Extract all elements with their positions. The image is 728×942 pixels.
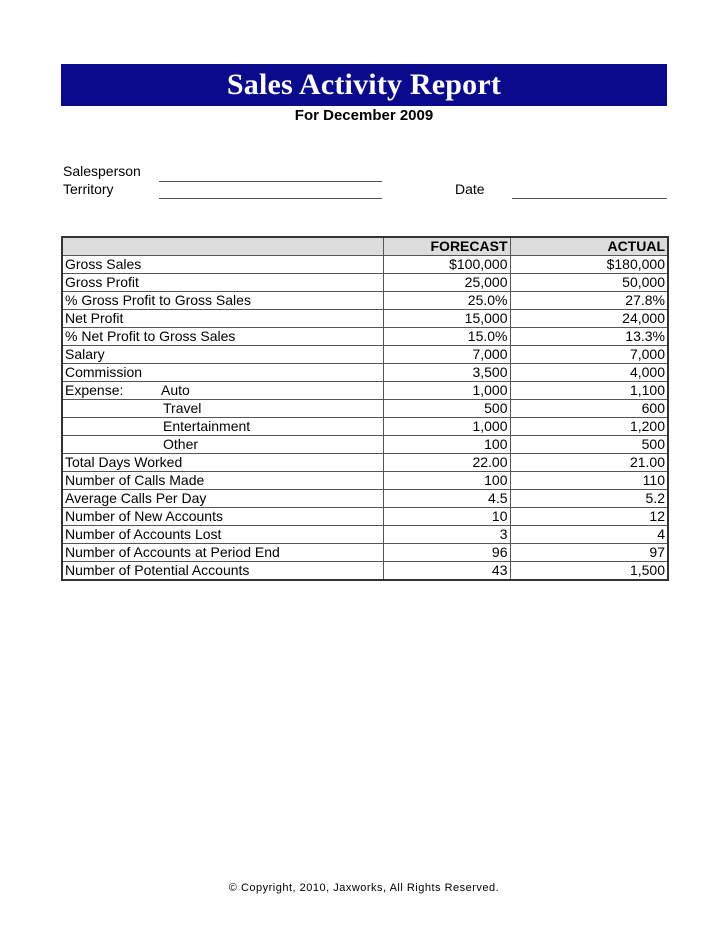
table-row: [62, 400, 668, 418]
forecast-cell: 500: [383, 400, 510, 418]
table-row: [62, 364, 668, 382]
row-label: Commission: [62, 364, 383, 382]
forecast-cell: 15.0%: [383, 328, 510, 346]
table-row: [62, 256, 668, 274]
table-row: [62, 562, 668, 581]
actual-cell: 4,000: [510, 364, 668, 382]
forecast-cell: 15,000: [383, 310, 510, 328]
forecast-cell: 43: [383, 562, 510, 581]
row-label: Travel: [62, 400, 383, 418]
table-row: [62, 436, 668, 454]
actual-cell: 13.3%: [510, 328, 668, 346]
forecast-cell: 10: [383, 508, 510, 526]
table-row: [62, 382, 668, 400]
table-row: [62, 508, 668, 526]
column-header-label: [62, 237, 383, 256]
forecast-cell: 100: [383, 472, 510, 490]
forecast-cell: 25.0%: [383, 292, 510, 310]
territory-label: Territory: [63, 181, 114, 197]
sales-activity-table: [61, 236, 669, 581]
actual-cell: 110: [510, 472, 668, 490]
table-row: [62, 292, 668, 310]
row-label: Other: [62, 436, 383, 454]
row-label: Gross Sales: [62, 256, 383, 274]
row-label: Number of Calls Made: [62, 472, 383, 490]
row-label: % Net Profit to Gross Sales: [62, 328, 383, 346]
row-label: Total Days Worked: [62, 454, 383, 472]
row-label: Entertainment: [62, 418, 383, 436]
row-label: Gross Profit: [62, 274, 383, 292]
table-row: [62, 490, 668, 508]
table-row: [62, 328, 668, 346]
row-label: Net Profit: [62, 310, 383, 328]
table-row: [62, 526, 668, 544]
actual-cell: 97: [510, 544, 668, 562]
actual-cell: 21.00: [510, 454, 668, 472]
expense-item-label: Auto: [161, 382, 190, 398]
forecast-cell: 3,500: [383, 364, 510, 382]
expense-prefix: Expense:: [65, 382, 124, 398]
forecast-cell: 100: [383, 436, 510, 454]
forecast-cell: 3: [383, 526, 510, 544]
actual-cell: 1,200: [510, 418, 668, 436]
row-label: Number of Potential Accounts: [62, 562, 383, 581]
copyright-footer: © Copyright, 2010, Jaxworks, All Rights Reserved.: [228, 882, 500, 894]
actual-cell: 24,000: [510, 310, 668, 328]
forecast-cell: 22.00: [383, 454, 510, 472]
date-label: Date: [455, 181, 485, 197]
table-row: [62, 544, 668, 562]
row-label: Number of Accounts at Period End: [62, 544, 383, 562]
actual-cell: 500: [510, 436, 668, 454]
table-row: [62, 472, 668, 490]
salesperson-field[interactable]: [159, 181, 382, 182]
table-header-row: [62, 237, 668, 256]
row-label: Number of Accounts Lost: [62, 526, 383, 544]
actual-cell: 7,000: [510, 346, 668, 364]
row-label: Salary: [62, 346, 383, 364]
row-label: [62, 382, 383, 400]
actual-cell: $180,000: [510, 256, 668, 274]
actual-cell: 5.2: [510, 490, 668, 508]
actual-cell: 50,000: [510, 274, 668, 292]
table-row: [62, 310, 668, 328]
forecast-cell: $100,000: [383, 256, 510, 274]
date-field[interactable]: [512, 198, 667, 199]
forecast-cell: 1,000: [383, 382, 510, 400]
table-row: [62, 346, 668, 364]
forecast-cell: 1,000: [383, 418, 510, 436]
report-title-bar: [61, 64, 667, 106]
actual-cell: 600: [510, 400, 668, 418]
forecast-cell: 96: [383, 544, 510, 562]
territory-field[interactable]: [159, 198, 382, 199]
row-label: % Gross Profit to Gross Sales: [62, 292, 383, 310]
forecast-cell: 7,000: [383, 346, 510, 364]
table-row: [62, 454, 668, 472]
actual-cell: 27.8%: [510, 292, 668, 310]
forecast-cell: 4.5: [383, 490, 510, 508]
actual-cell: 4: [510, 526, 668, 544]
column-header-actual: ACTUAL: [510, 237, 668, 256]
report-subtitle: For December 2009: [294, 107, 434, 124]
row-label: Average Calls Per Day: [62, 490, 383, 508]
column-header-forecast: FORECAST: [383, 237, 510, 256]
table-row: [62, 418, 668, 436]
report-title: Sales Activity Report: [226, 68, 502, 101]
actual-cell: 12: [510, 508, 668, 526]
forecast-cell: 25,000: [383, 274, 510, 292]
actual-cell: 1,500: [510, 562, 668, 581]
row-label: Number of New Accounts: [62, 508, 383, 526]
salesperson-label: Salesperson: [63, 163, 141, 179]
table-row: [62, 274, 668, 292]
actual-cell: 1,100: [510, 382, 668, 400]
